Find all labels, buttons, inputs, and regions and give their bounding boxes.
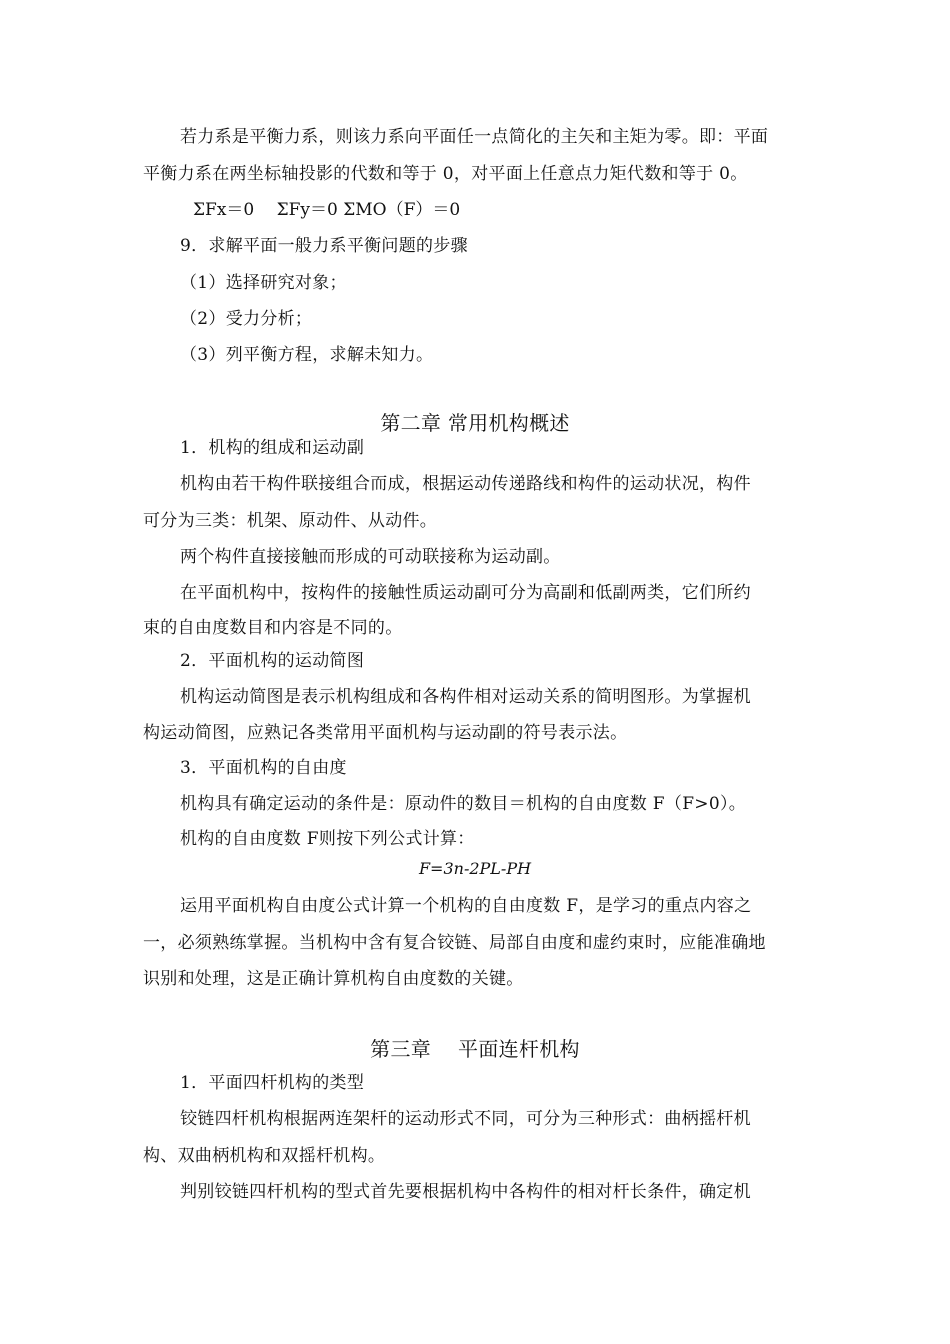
paragraph-line: 两个构件直接接触而形成的可动联接称为运动副。 [180,547,561,567]
paragraph-line: 在平面机构中，按构件的接触性质运动副可分为高副和低副两类，它们所约 [180,583,751,603]
paragraph-line: 铰链四杆机构根据两连架杆的运动形式不同，可分为三种形式：曲柄摇杆机 [180,1109,751,1129]
equilibrium-equations: ΣFx＝0 ΣFy＝0 ΣMO（F）＝0 [193,200,461,220]
paragraph-line: 机构运动简图是表示机构组成和各构件相对运动关系的简明图形。为掌握机 [180,687,751,707]
paragraph-line: 机构的自由度数 F则按下列公式计算： [180,829,475,849]
section-title: 3．平面机构的自由度 [180,758,347,778]
chapter-title: 第三章 平面连杆机构 [370,1037,580,1061]
paragraph-line: 若力系是平衡力系，则该力系向平面任一点简化的主矢和主矩为零。即：平面 [180,127,769,147]
paragraph-line: 构、双曲柄机构和双摇杆机构。 [143,1146,386,1166]
paragraph-line: 平衡力系在两坐标轴投影的代数和等于 0，对平面上任意点力矩代数和等于 0。 [143,164,748,184]
paragraph-line: 运用平面机构自由度公式计算一个机构的自由度数 F，是学习的重点内容之 [180,896,752,916]
paragraph-line: 可分为三类：机架、原动件、从动件。 [143,511,438,531]
chapter-title: 第二章 常用机构概述 [380,411,570,435]
paragraph-line: 一，必须熟练掌握。当机构中含有复合铰链、局部自由度和虚约束时，应能准确地 [143,933,766,953]
paragraph-line: 判别铰链四杆机构的型式首先要根据机构中各构件的相对杆长条件，确定机 [180,1182,751,1202]
list-item: （2）受力分析； [180,309,313,329]
paragraph-line: 机构具有确定运动的条件是：原动件的数目＝机构的自由度数 F（F>0）。 [180,794,747,814]
section-title: 9．求解平面一般力系平衡问题的步骤 [180,236,468,256]
paragraph-line: 识别和处理，这是正确计算机构自由度数的关键。 [143,969,524,989]
paragraph-line: 机构由若干构件联接组合而成，根据运动传递路线和构件的运动状况，构件 [180,474,751,494]
section-title: 2．平面机构的运动简图 [180,651,365,671]
paragraph-line: 束的自由度数目和内容是不同的。 [143,618,403,638]
dof-formula: F=3n-2PL-PH [418,859,532,878]
paragraph-line: 构运动简图，应熟记各类常用平面机构与运动副的符号表示法。 [143,723,628,743]
list-item: （3）列平衡方程，求解未知力。 [180,345,434,365]
section-title: 1．平面四杆机构的类型 [180,1073,365,1093]
list-item: （1）选择研究对象； [180,273,347,293]
section-title: 1．机构的组成和运动副 [180,438,365,458]
